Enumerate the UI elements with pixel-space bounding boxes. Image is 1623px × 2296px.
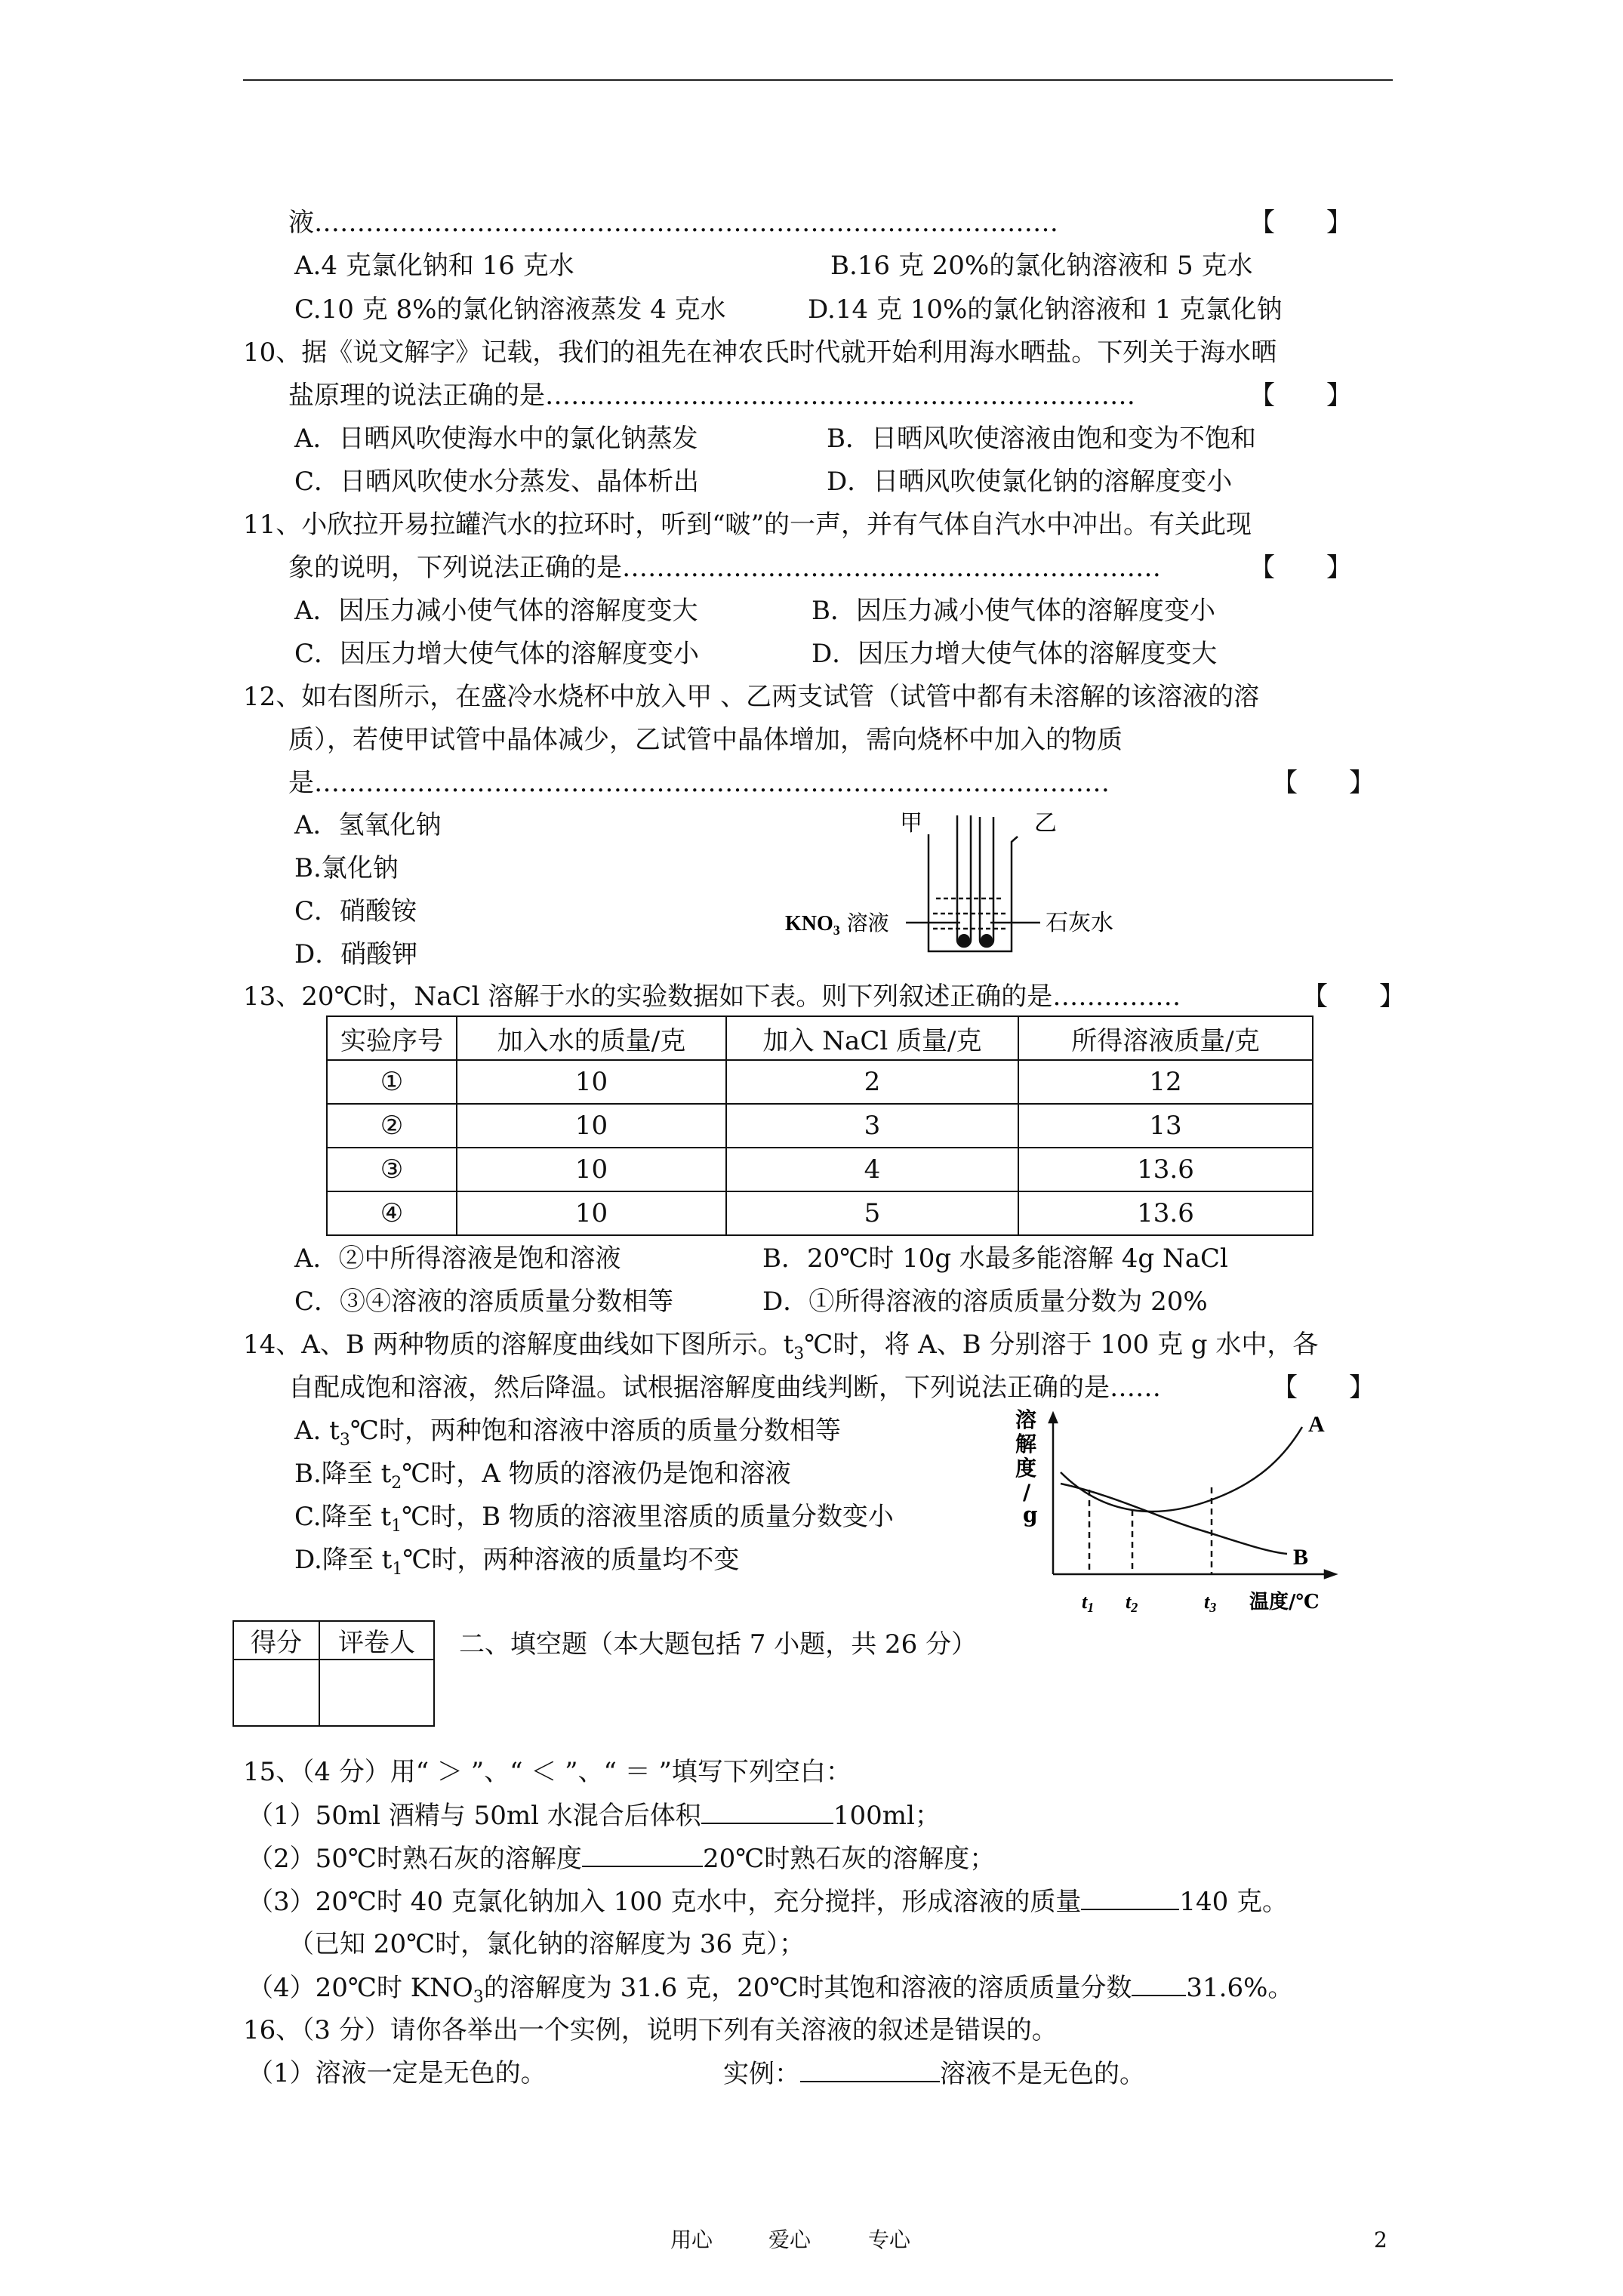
answer-blank[interactable] (1132, 1972, 1186, 1996)
table-cell: ③ (327, 1148, 457, 1191)
header-rule (243, 79, 1393, 81)
table-cell: 13.6 (1018, 1148, 1313, 1191)
table-cell: 5 (726, 1191, 1018, 1235)
answer-bracket: 【 】 (1249, 553, 1352, 583)
q11-stem: 11、小欣拉开易拉罐汽水的拉环时，听到“啵”的一声，并有气体自汽水中冲出。有关此现 (243, 510, 1252, 540)
option-c: C.10 克 8%的氯化钠溶液蒸发 4 克水 (294, 294, 726, 325)
option-c: C．③④溶液的溶质质量分数相等 (294, 1287, 674, 1317)
table-row (327, 1104, 1313, 1148)
option-b: B．因压力减小使气体的溶解度变小 (812, 596, 1215, 626)
curve-a (1061, 1427, 1302, 1512)
tick-t2: t2 (1126, 1591, 1138, 1615)
table-row (327, 1191, 1313, 1235)
q12-stem: 12、如右图所示，在盛冷水烧杯中放入甲 、乙两支试管（试管中都有未溶解的该溶液的溶 (243, 682, 1260, 712)
table-cell: 2 (726, 1060, 1018, 1104)
option-d: D．因压力增大使气体的溶解度变大 (812, 639, 1218, 669)
q11-stem-2: 象的说明，下列说法正确的是……………………………………………………… (288, 553, 1161, 583)
test-tube-jia (957, 815, 971, 947)
option-b: B.16 克 20%的氯化钠溶液和 5 克水 (830, 251, 1253, 281)
column-header: 实验序号 (327, 1016, 457, 1060)
q16-example: 实例： 溶液不是无色的。 (723, 2059, 1145, 2089)
table-row (327, 1148, 1313, 1191)
table-cell: 10 (457, 1104, 726, 1148)
crystal-jia (958, 934, 970, 946)
table-cell: 3 (726, 1104, 1018, 1148)
y-axis-label-4: g (1023, 1502, 1038, 1527)
option-d: D．日晒风吹使氯化钠的溶解度变小 (827, 467, 1233, 497)
answer-bracket: 【 】 (1272, 1373, 1375, 1403)
q12-stem-2: 质），若使甲试管中晶体减少，乙试管中晶体增加，需向烧杯中加入的物质 (288, 725, 1123, 755)
option-a: A．日晒风吹使海水中的氯化钠蒸发 (294, 424, 698, 454)
q15-sub-3-note: （已知 20℃时，氯化钠的溶解度为 36 克）； (288, 1929, 805, 1959)
table-cell: ② (327, 1104, 457, 1148)
x-axis-label: 温度/℃ (1249, 1591, 1320, 1613)
q16-stem: 16、（3 分）请你各举出一个实例，说明下列有关溶液的叙述是错误的。 (243, 2015, 1058, 2045)
curve-a-label: A (1308, 1412, 1325, 1437)
column-header: 加入 NaCl 质量/克 (726, 1016, 1018, 1060)
y-axis-label-1: 溶 (1015, 1407, 1037, 1432)
q12-stem-3: 是………………………………………………………………………………… (288, 768, 1110, 798)
option-a: A．因压力减小使气体的溶解度变大 (294, 596, 698, 626)
table-cell: 4 (726, 1148, 1018, 1191)
table-header-row (327, 1016, 1313, 1060)
lime-water-label: 石灰水 (1046, 910, 1113, 936)
q15-stem: 15、（4 分）用“ ＞ ”、“ ＜ ”、“ ＝ ”填写下列空白： (243, 1757, 852, 1787)
q16-sub-1: （1）溶液一定是无色的。 (248, 2058, 547, 2088)
yi-label: 乙 (1034, 810, 1057, 837)
table-cell: 10 (457, 1148, 726, 1191)
y-axis-slash: / (1023, 1480, 1031, 1505)
answer-bracket: 【 】 (1249, 381, 1352, 411)
option-a: A．氢氧化钠 (294, 810, 442, 840)
page-number: 2 (1374, 2227, 1387, 2252)
curve-b-label: B (1293, 1545, 1309, 1570)
q10-stem-2: 盐原理的说法正确的是…………………………………………………………… (288, 381, 1135, 411)
table-cell: 10 (457, 1060, 726, 1104)
grader-label: 评卷人 (319, 1621, 434, 1660)
answer-blank[interactable] (582, 1843, 703, 1867)
column-header: 加入水的质量/克 (457, 1016, 726, 1060)
table-cell: 13 (1018, 1104, 1313, 1148)
footer-word-2: 爱心 (768, 2227, 812, 2252)
y-axis-label-3: 度 (1015, 1456, 1037, 1481)
q15-sub-2: （2）50℃时熟石灰的溶解度 20℃时熟石灰的溶解度； (248, 1844, 996, 1874)
option-b: B.氯化钠 (294, 853, 399, 883)
score-box (233, 1620, 435, 1727)
score-cell[interactable] (233, 1660, 319, 1726)
option-d: D.降至 $t_1℃$时，两种溶液的质量均不变 (294, 1545, 740, 1579)
option-c: C．日晒风吹使水分蒸发、晶体析出 (294, 467, 700, 497)
curve-b (1061, 1484, 1287, 1554)
q14-stem: 14、A、B 两种物质的溶解度曲线如下图所示。$t_3℃$时，将 A、B 分别溶于 100 克 g 水中，各 (243, 1330, 1319, 1364)
q9-continuation: 液…………………………………………………………………………… (288, 208, 1058, 238)
section-title: 二、填空题（本大题包括 7 小题，共 26 分） (459, 1629, 978, 1660)
solubility-curve-graph (1008, 1404, 1355, 1631)
option-d: D．硝酸钾 (294, 939, 418, 969)
q14-stem-2: 自配成饱和溶液，然后降温。试根据溶解度曲线判断，下列说法正确的是…… (288, 1373, 1161, 1403)
option-d: D.14 克 10%的氯化钠溶液和 1 克氯化钠 (808, 294, 1283, 325)
kno3-label: $KNO_3$ 溶液 (785, 911, 889, 938)
option-b: B．日晒风吹使溶液由饱和变为不饱和 (827, 424, 1256, 454)
answer-blank[interactable] (701, 1800, 833, 1824)
q13-stem: 13、20℃时，NaCl 溶解于水的实验数据如下表。则下列叙述正确的是…………… (243, 982, 1181, 1012)
tick-t1: t1 (1082, 1591, 1095, 1615)
tick-t3: t3 (1204, 1591, 1217, 1615)
option-a: A．②中所得溶液是饱和溶液 (294, 1244, 621, 1274)
table-cell: 12 (1018, 1060, 1313, 1104)
y-axis-label-2: 解 (1015, 1432, 1037, 1456)
option-c: C.降至 $t_1℃$时，B 物质的溶液里溶质的质量分数变小 (294, 1502, 894, 1536)
answer-blank[interactable] (800, 2058, 940, 2082)
q15-sub-4: （4）20℃时 $KNO_3$的溶解度为 31.6 克，20℃时其饱和溶液的溶质质量分数 31.6%。 (248, 1973, 1294, 2007)
table-cell: ④ (327, 1191, 457, 1235)
column-header: 所得溶液质量/克 (1018, 1016, 1313, 1060)
option-a: A.4 克氯化钠和 16 克水 (294, 251, 574, 281)
option-d: D．①所得溶液的溶质质量分数为 20% (762, 1287, 1208, 1317)
q10-stem: 10、据《说文解字》记载，我们的祖先在神农氏时代就开始利用海水晒盐。下列关于海水晒 (243, 337, 1277, 368)
footer-word-3: 专心 (868, 2227, 911, 2252)
table-cell: ① (327, 1060, 457, 1104)
experiment-table (326, 1015, 1313, 1236)
footer-word-1: 用心 (670, 2227, 713, 2252)
answer-bracket: 【 】 (1302, 982, 1405, 1012)
beaker (929, 834, 1018, 951)
answer-blank[interactable] (1081, 1886, 1179, 1910)
test-tube-yi (980, 817, 993, 947)
option-b: B.降至 $t_2℃$时，A 物质的溶液仍是饱和溶液 (294, 1459, 791, 1493)
table-cell: 13.6 (1018, 1191, 1313, 1235)
jia-label: 甲 (900, 810, 922, 837)
beaker-test-tube-figure (785, 800, 1147, 959)
score-label: 得分 (233, 1621, 319, 1660)
option-a: A. $t_3℃$时，两种饱和溶液中溶质的质量分数相等 (294, 1416, 841, 1450)
crystal-yi (981, 934, 993, 946)
grader-cell[interactable] (319, 1660, 434, 1726)
answer-bracket: 【 】 (1272, 768, 1375, 798)
q15-sub-1: （1）50ml 酒精与 50ml 水混合后体积 100ml； (248, 1801, 941, 1831)
table-row (327, 1060, 1313, 1104)
answer-bracket: 【 】 (1249, 208, 1352, 238)
table-cell: 10 (457, 1191, 726, 1235)
option-b: B．20℃时 10g 水最多能溶解 4g NaCl (762, 1244, 1228, 1274)
q15-sub-3: （3）20℃时 40 克氯化钠加入 100 克水中，充分搅拌，形成溶液的质量 140 克。 (248, 1887, 1289, 1917)
option-c: C．硝酸铵 (294, 896, 417, 926)
option-c: C．因压力增大使气体的溶解度变小 (294, 639, 700, 669)
